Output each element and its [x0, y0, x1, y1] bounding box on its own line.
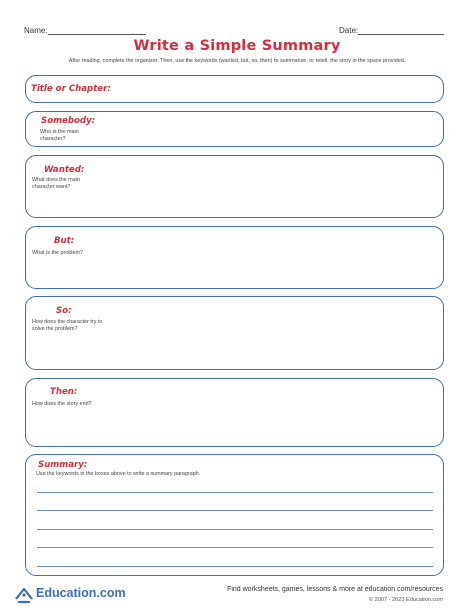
- but-prompt: What is the problem?: [32, 250, 83, 256]
- so-keyword: So:: [56, 306, 72, 316]
- summary-box[interactable]: [25, 454, 444, 576]
- somebody-prompt: Who is the main character?: [40, 129, 79, 142]
- education-logo-icon: [14, 585, 34, 605]
- so-prompt: How does the character try to solve the problem?: [32, 319, 103, 332]
- title-chapter-box[interactable]: [25, 75, 444, 103]
- but-keyword: But:: [54, 236, 75, 246]
- date-label: Date:: [339, 26, 359, 35]
- summary-write-line[interactable]: [37, 492, 433, 493]
- then-keyword: Then:: [50, 387, 78, 397]
- but-box[interactable]: [25, 226, 444, 289]
- name-label: Name:: [24, 26, 48, 35]
- somebody-keyword: Somebody:: [41, 116, 96, 126]
- wanted-keyword: Wanted:: [44, 165, 85, 175]
- footer-tagline: Find worksheets, games, lessons & more at education.com/resources: [227, 586, 443, 593]
- summary-write-line[interactable]: [37, 547, 433, 548]
- then-box[interactable]: [25, 378, 444, 447]
- wanted-box[interactable]: [25, 155, 444, 218]
- instructions: After reading, complete the organizer. Then, use the keywords (wanted, but, so, then) to summarize, or retell, the story in the space provided.: [68, 58, 406, 64]
- summary-prompt: Use the keywords in the boxes above to write a summary paragraph.: [36, 471, 201, 477]
- then-prompt: How does the story end?: [32, 401, 92, 407]
- page-title: Write a Simple Summary: [133, 38, 341, 54]
- date-field[interactable]: [358, 34, 444, 35]
- title-chapter-keyword: Title or Chapter:: [31, 84, 111, 94]
- education-logo-text[interactable]: Education.com: [36, 586, 126, 600]
- summary-write-line[interactable]: [37, 529, 433, 530]
- somebody-box[interactable]: [25, 111, 444, 147]
- wanted-prompt: What does the main character want?: [32, 177, 80, 190]
- so-box[interactable]: [25, 296, 444, 370]
- summary-keyword: Summary:: [38, 460, 88, 470]
- footer-copyright: © 2007 - 2023 Education.com: [368, 597, 443, 603]
- summary-write-line[interactable]: [37, 510, 433, 511]
- name-field[interactable]: [48, 34, 146, 35]
- summary-write-line[interactable]: [37, 566, 433, 567]
